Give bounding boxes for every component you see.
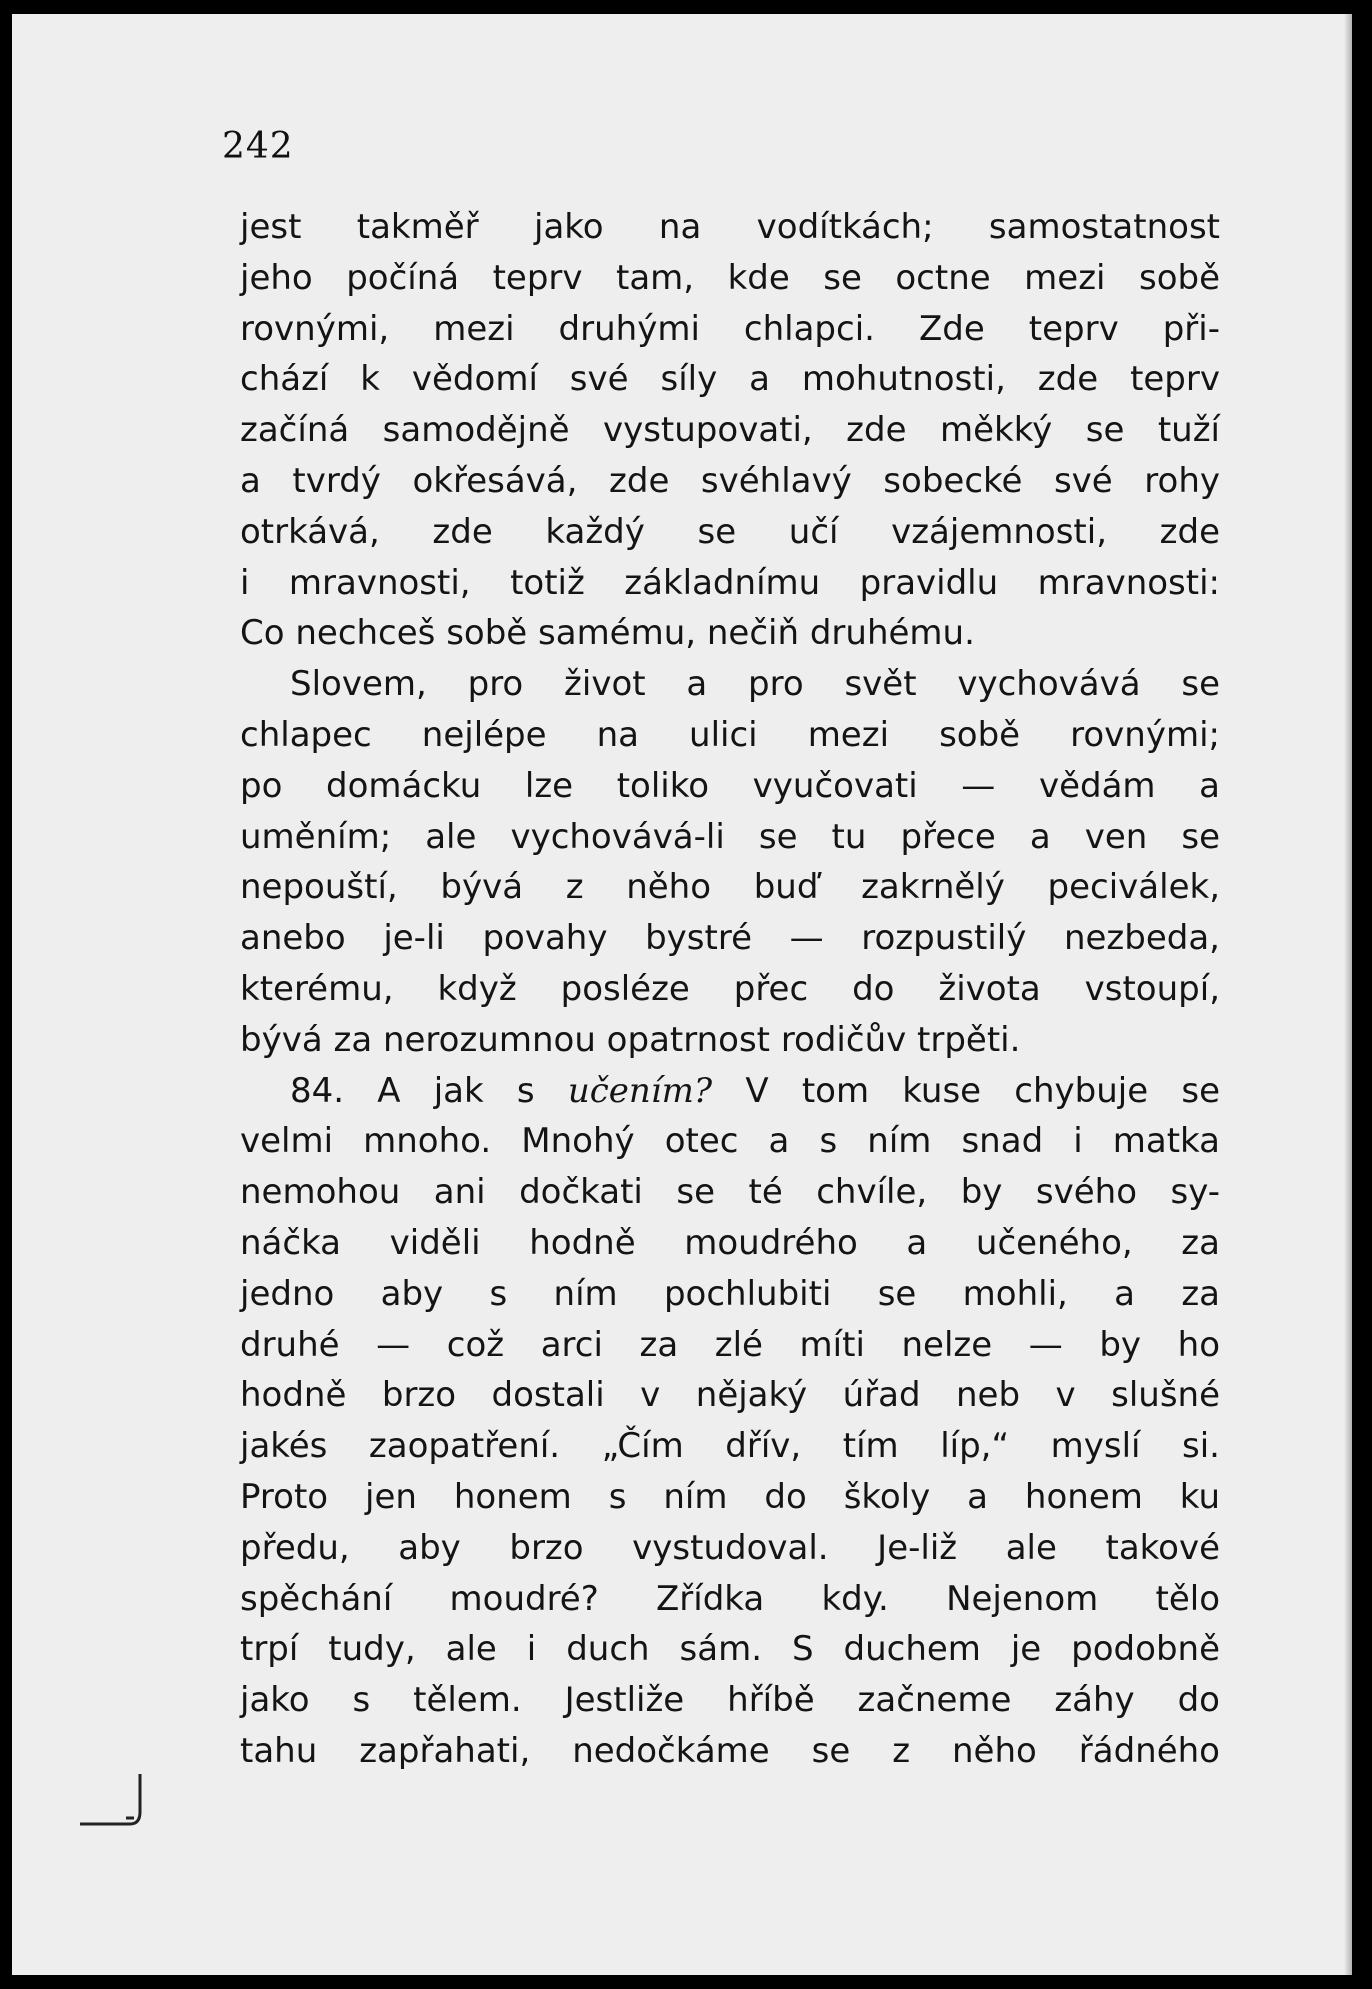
paragraph-end-line: Co nechceš sobě samému, nečiň druhému. bbox=[240, 613, 975, 654]
text-line: otrkává, zde každý se učí vzájemnosti, zde bbox=[240, 511, 1220, 552]
line-segment: V tom kuse chybuje se bbox=[712, 1070, 1220, 1111]
page-edge-shadow bbox=[1344, 14, 1352, 1975]
binding-mark-icon bbox=[74, 1772, 150, 1832]
text-line: a tvrdý okřesává, zde svéhlavý sobecké své rohy bbox=[240, 460, 1220, 501]
text-line: nepouští, bývá z něho buď zakrnělý peciválek, bbox=[240, 867, 1220, 908]
text-line: chází k vědomí své síly a mohutnosti, zde teprv bbox=[240, 359, 1220, 400]
numbered-paragraph-start-line bbox=[240, 1066, 1220, 1117]
text-line: předu, aby brzo vystudoval. Je-liž ale takové bbox=[240, 1527, 1220, 1568]
italic-term: učením? bbox=[567, 1070, 713, 1111]
text-line: nemohou ani dočkati se té chvíle, by svého sy- bbox=[240, 1172, 1220, 1213]
text-line: i mravnosti, totiž základnímu pravidlu mravnosti: bbox=[240, 562, 1220, 603]
text-line: trpí tudy, ale i duch sám. S duchem je podobně bbox=[240, 1629, 1220, 1670]
text-line: Proto jen honem s ním do školy a honem ku bbox=[240, 1476, 1220, 1517]
text-line: jako s tělem. Jestliže hříbě začneme záhy do bbox=[240, 1680, 1220, 1721]
body-text bbox=[240, 202, 1220, 1777]
scan-border-right bbox=[1352, 0, 1372, 1989]
text-line: po domácku lze toliko vyučovati — vědám a bbox=[240, 765, 1220, 806]
text-line: začíná samodějně vystupovati, zde měkký se tuží bbox=[240, 410, 1220, 451]
text-line: uměním; ale vychovává-li se tu přece a ven se bbox=[240, 816, 1220, 857]
text-line: anebo je-li povahy bystré — rozpustilý nezbeda, bbox=[240, 918, 1220, 959]
page-number: 242 bbox=[222, 126, 294, 167]
text-line: velmi mnoho. Mnohý otec a s ním snad i matka bbox=[240, 1121, 1220, 1162]
text-line: jest takměř jako na vodítkách; samostatnost bbox=[240, 207, 1220, 247]
text-line: kterému, když posléze přec do života vstoupí, bbox=[240, 968, 1220, 1009]
text-line: hodně brzo dostali v nějaký úřad neb v slušné bbox=[240, 1375, 1220, 1416]
line-segment: 84. A jak s bbox=[290, 1070, 568, 1111]
text-line: tahu zapřahati, nedočkáme se z něho řádného bbox=[240, 1730, 1220, 1771]
text-line: chlapec nejlépe na ulici mezi sobě rovnými; bbox=[240, 714, 1220, 755]
text-line: rovnými, mezi druhými chlapci. Zde teprv při- bbox=[240, 308, 1220, 349]
paragraph-start-line: Slovem, pro život a pro svět vychovává se bbox=[290, 664, 1220, 705]
paragraph-end-line: bývá za nerozumnou opatrnost rodičův trpěti. bbox=[240, 1019, 1021, 1060]
text-line: spěchání moudré? Zřídka kdy. Nejenom tělo bbox=[240, 1578, 1220, 1619]
book-page bbox=[12, 14, 1352, 1975]
text-line: jedno aby s ním pochlubiti se mohli, a za bbox=[240, 1273, 1220, 1314]
text-line: jeho počíná teprv tam, kde se octne mezi sobě bbox=[240, 257, 1220, 298]
text-line: jakés zaopatření. „Čím dřív, tím líp,“ myslí si. bbox=[240, 1426, 1220, 1467]
text-line: náčka viděli hodně moudrého a učeného, za bbox=[240, 1222, 1220, 1263]
text-line: druhé — což arci za zlé míti nelze — by ho bbox=[240, 1324, 1220, 1365]
